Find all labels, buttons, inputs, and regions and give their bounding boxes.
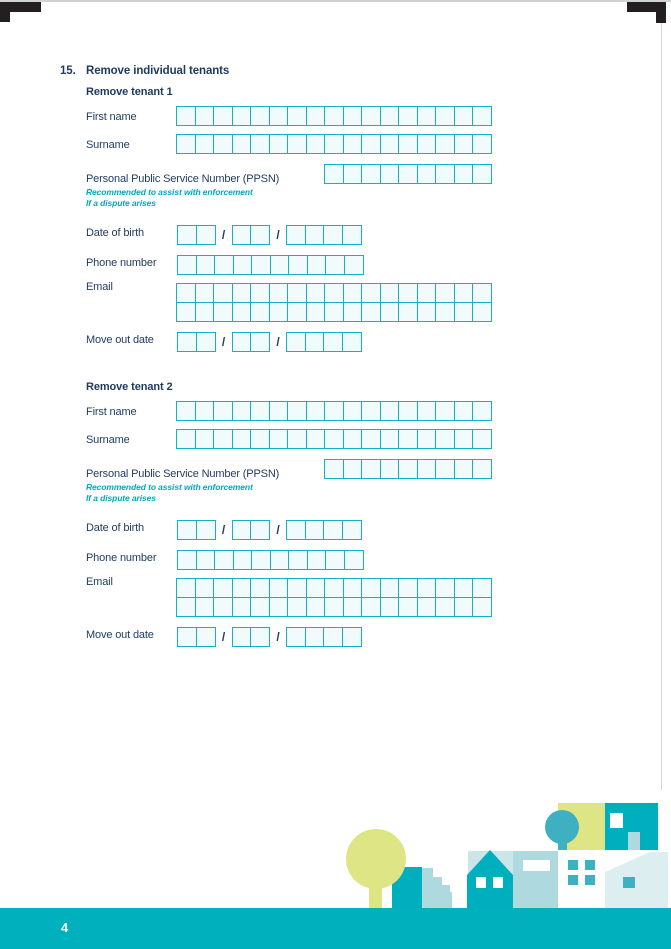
char-box[interactable] bbox=[398, 164, 418, 184]
char-box[interactable] bbox=[398, 578, 418, 598]
char-box[interactable] bbox=[342, 332, 362, 352]
date-of-birth-label: Date of birth bbox=[86, 522, 144, 534]
char-box[interactable] bbox=[213, 134, 233, 154]
char-box[interactable] bbox=[233, 550, 253, 570]
move-out-date-input[interactable] bbox=[177, 627, 362, 647]
char-box[interactable] bbox=[361, 164, 381, 184]
char-box[interactable] bbox=[454, 459, 474, 479]
char-box[interactable] bbox=[454, 134, 474, 154]
char-box[interactable] bbox=[232, 401, 252, 421]
char-box[interactable] bbox=[454, 164, 474, 184]
char-box[interactable] bbox=[361, 302, 381, 322]
char-box[interactable] bbox=[269, 597, 289, 617]
surname-input[interactable] bbox=[176, 134, 492, 154]
char-box[interactable] bbox=[342, 520, 362, 540]
char-box[interactable] bbox=[435, 164, 455, 184]
surname-input[interactable] bbox=[176, 429, 492, 449]
char-box[interactable] bbox=[380, 106, 400, 126]
email-input[interactable] bbox=[176, 578, 492, 617]
char-box[interactable] bbox=[195, 283, 215, 303]
char-box[interactable] bbox=[196, 550, 216, 570]
char-box[interactable] bbox=[177, 550, 197, 570]
email-input-row-2[interactable] bbox=[176, 302, 492, 322]
char-box[interactable] bbox=[342, 225, 362, 245]
move-out-day-input[interactable] bbox=[177, 627, 216, 647]
ppsn-label: Personal Public Service Number (PPSN) bbox=[86, 468, 280, 480]
char-box[interactable] bbox=[177, 627, 197, 647]
window-teal-2 bbox=[585, 860, 595, 870]
page-number: 4 bbox=[61, 920, 69, 935]
char-box[interactable] bbox=[472, 134, 492, 154]
first-name-input[interactable] bbox=[176, 401, 492, 421]
char-box[interactable] bbox=[324, 459, 344, 479]
char-box[interactable] bbox=[417, 429, 437, 449]
char-box[interactable] bbox=[435, 429, 455, 449]
char-box[interactable] bbox=[176, 578, 196, 598]
char-box[interactable] bbox=[344, 255, 364, 275]
char-box[interactable] bbox=[398, 429, 418, 449]
phone-number-input[interactable] bbox=[177, 550, 364, 570]
char-box[interactable] bbox=[343, 578, 363, 598]
char-box[interactable] bbox=[195, 106, 215, 126]
first-name-input[interactable] bbox=[176, 106, 492, 126]
char-box[interactable] bbox=[176, 283, 196, 303]
tenant-section-title: Remove tenant 1 bbox=[86, 86, 173, 98]
char-box[interactable] bbox=[214, 550, 234, 570]
char-box[interactable] bbox=[343, 106, 363, 126]
email-input[interactable] bbox=[176, 283, 492, 322]
char-box[interactable] bbox=[435, 578, 455, 598]
char-box[interactable] bbox=[435, 134, 455, 154]
char-box[interactable] bbox=[286, 627, 306, 647]
move-out-month-input[interactable] bbox=[232, 332, 271, 352]
char-box[interactable] bbox=[213, 302, 233, 322]
char-box[interactable] bbox=[306, 106, 326, 126]
char-box[interactable] bbox=[196, 332, 216, 352]
dob-month-input[interactable] bbox=[232, 520, 271, 540]
char-box[interactable] bbox=[398, 134, 418, 154]
char-box[interactable] bbox=[213, 597, 233, 617]
char-box[interactable] bbox=[342, 627, 362, 647]
char-box[interactable] bbox=[343, 429, 363, 449]
first-name-label: First name bbox=[86, 406, 137, 418]
date-separator: / bbox=[276, 228, 280, 242]
char-box[interactable] bbox=[454, 302, 474, 322]
date-of-birth-label: Date of birth bbox=[86, 227, 144, 239]
char-box[interactable] bbox=[343, 164, 363, 184]
char-box[interactable] bbox=[380, 429, 400, 449]
char-box[interactable] bbox=[286, 225, 306, 245]
ppsn-input[interactable] bbox=[324, 459, 492, 479]
move-out-day-input[interactable] bbox=[177, 332, 216, 352]
char-box[interactable] bbox=[287, 106, 307, 126]
tenant-section-title: Remove tenant 2 bbox=[86, 381, 173, 393]
house-white bbox=[558, 850, 607, 908]
char-box[interactable] bbox=[213, 106, 233, 126]
window-teal-1 bbox=[568, 860, 578, 870]
char-box[interactable] bbox=[380, 459, 400, 479]
char-box[interactable] bbox=[324, 429, 344, 449]
char-box[interactable] bbox=[269, 106, 289, 126]
ppsn-note-line1: Recommended to assist with enforcement bbox=[86, 482, 253, 492]
char-box[interactable] bbox=[270, 255, 290, 275]
window-white-wide bbox=[523, 860, 550, 871]
cityscape-illustration bbox=[0, 789, 671, 949]
char-box[interactable] bbox=[325, 255, 345, 275]
char-box[interactable] bbox=[398, 302, 418, 322]
char-box[interactable] bbox=[343, 302, 363, 322]
char-box[interactable] bbox=[472, 459, 492, 479]
dob-day-input[interactable] bbox=[177, 225, 216, 245]
char-box[interactable] bbox=[454, 597, 474, 617]
char-box[interactable] bbox=[232, 134, 252, 154]
char-box[interactable] bbox=[398, 459, 418, 479]
date-of-birth-input[interactable] bbox=[177, 225, 362, 245]
date-separator: / bbox=[276, 335, 280, 349]
char-box[interactable] bbox=[324, 302, 344, 322]
char-box[interactable] bbox=[343, 401, 363, 421]
char-box[interactable] bbox=[177, 520, 197, 540]
char-box[interactable] bbox=[454, 429, 474, 449]
char-box[interactable] bbox=[472, 302, 492, 322]
char-box[interactable] bbox=[343, 134, 363, 154]
phone-number-input[interactable] bbox=[177, 255, 364, 275]
char-box[interactable] bbox=[380, 134, 400, 154]
char-box[interactable] bbox=[435, 283, 455, 303]
char-box[interactable] bbox=[269, 429, 289, 449]
char-box[interactable] bbox=[232, 597, 252, 617]
char-box[interactable] bbox=[472, 164, 492, 184]
char-box[interactable] bbox=[176, 597, 196, 617]
ppsn-input[interactable] bbox=[324, 164, 492, 184]
char-box[interactable] bbox=[324, 401, 344, 421]
remove-tenant-1-section bbox=[0, 85, 671, 377]
char-box[interactable] bbox=[287, 401, 307, 421]
move-out-date-label: Move out date bbox=[86, 629, 154, 641]
char-box[interactable] bbox=[435, 106, 455, 126]
dob-day-input[interactable] bbox=[177, 520, 216, 540]
char-box[interactable] bbox=[213, 429, 233, 449]
window-teal-4 bbox=[585, 875, 595, 885]
char-box[interactable] bbox=[323, 332, 343, 352]
char-box[interactable] bbox=[269, 134, 289, 154]
char-box[interactable] bbox=[324, 164, 344, 184]
char-box[interactable] bbox=[250, 134, 270, 154]
char-box[interactable] bbox=[250, 627, 270, 647]
char-box[interactable] bbox=[398, 597, 418, 617]
char-box[interactable] bbox=[398, 106, 418, 126]
char-box[interactable] bbox=[324, 134, 344, 154]
char-box[interactable] bbox=[361, 283, 381, 303]
char-box[interactable] bbox=[196, 225, 216, 245]
char-box[interactable] bbox=[213, 578, 233, 598]
char-box[interactable] bbox=[177, 225, 197, 245]
email-label: Email bbox=[86, 281, 113, 293]
char-box[interactable] bbox=[435, 401, 455, 421]
char-box[interactable] bbox=[232, 106, 252, 126]
char-box[interactable] bbox=[232, 283, 252, 303]
char-box[interactable] bbox=[435, 302, 455, 322]
char-box[interactable] bbox=[417, 164, 437, 184]
date-separator: / bbox=[276, 630, 280, 644]
char-box[interactable] bbox=[213, 401, 233, 421]
char-box[interactable] bbox=[287, 429, 307, 449]
char-box[interactable] bbox=[232, 332, 252, 352]
char-box[interactable] bbox=[324, 106, 344, 126]
char-box[interactable] bbox=[287, 597, 307, 617]
char-box[interactable] bbox=[176, 429, 196, 449]
char-box[interactable] bbox=[417, 578, 437, 598]
char-box[interactable] bbox=[196, 520, 216, 540]
char-box[interactable] bbox=[454, 578, 474, 598]
char-box[interactable] bbox=[361, 578, 381, 598]
char-box[interactable] bbox=[306, 134, 326, 154]
char-box[interactable] bbox=[361, 401, 381, 421]
date-of-birth-input[interactable] bbox=[177, 520, 362, 540]
char-box[interactable] bbox=[176, 302, 196, 322]
char-box[interactable] bbox=[250, 401, 270, 421]
char-box[interactable] bbox=[195, 429, 215, 449]
char-box[interactable] bbox=[454, 283, 474, 303]
char-box[interactable] bbox=[380, 283, 400, 303]
char-box[interactable] bbox=[324, 283, 344, 303]
tree-left bbox=[346, 829, 406, 889]
phone-number-label: Phone number bbox=[86, 552, 157, 564]
char-box[interactable] bbox=[361, 106, 381, 126]
char-box[interactable] bbox=[398, 401, 418, 421]
ppsn-label: Personal Public Service Number (PPSN) bbox=[86, 173, 280, 185]
char-box[interactable] bbox=[306, 283, 326, 303]
char-box[interactable] bbox=[305, 520, 325, 540]
move-out-date-input[interactable] bbox=[177, 332, 362, 352]
char-box[interactable] bbox=[435, 459, 455, 479]
crop-mark-top-right-icon bbox=[627, 2, 666, 23]
char-box[interactable] bbox=[306, 429, 326, 449]
char-box[interactable] bbox=[288, 550, 308, 570]
char-box[interactable] bbox=[287, 578, 307, 598]
char-box[interactable] bbox=[454, 106, 474, 126]
char-box[interactable] bbox=[305, 225, 325, 245]
char-box[interactable] bbox=[269, 302, 289, 322]
char-box[interactable] bbox=[323, 520, 343, 540]
char-box[interactable] bbox=[417, 106, 437, 126]
char-box[interactable] bbox=[251, 255, 271, 275]
ppsn-note-line1: Recommended to assist with enforcement bbox=[86, 187, 253, 197]
char-box[interactable] bbox=[286, 520, 306, 540]
char-box[interactable] bbox=[250, 520, 270, 540]
char-box[interactable] bbox=[361, 459, 381, 479]
dob-year-input[interactable] bbox=[286, 225, 362, 245]
char-box[interactable] bbox=[361, 134, 381, 154]
char-box[interactable] bbox=[269, 401, 289, 421]
surname-label: Surname bbox=[86, 139, 130, 151]
char-box[interactable] bbox=[232, 578, 252, 598]
char-box[interactable] bbox=[287, 134, 307, 154]
char-box[interactable] bbox=[251, 550, 271, 570]
char-box[interactable] bbox=[250, 578, 270, 598]
building-stepped bbox=[422, 868, 452, 908]
char-box[interactable] bbox=[177, 332, 197, 352]
email-input-row-1[interactable] bbox=[176, 283, 492, 303]
building-pale-roof bbox=[605, 852, 668, 908]
char-box[interactable] bbox=[250, 302, 270, 322]
char-box[interactable] bbox=[306, 578, 326, 598]
char-box[interactable] bbox=[287, 283, 307, 303]
char-box[interactable] bbox=[417, 302, 437, 322]
char-box[interactable] bbox=[435, 597, 455, 617]
char-box[interactable] bbox=[195, 401, 215, 421]
building-light-blue bbox=[513, 851, 558, 908]
char-box[interactable] bbox=[232, 225, 252, 245]
char-box[interactable] bbox=[250, 429, 270, 449]
date-separator: / bbox=[221, 523, 226, 537]
char-box[interactable] bbox=[195, 597, 215, 617]
email-input-row-1[interactable] bbox=[176, 578, 492, 598]
char-box[interactable] bbox=[380, 578, 400, 598]
date-separator: / bbox=[276, 523, 280, 537]
tree-right bbox=[545, 810, 579, 844]
char-box[interactable] bbox=[270, 550, 290, 570]
char-box[interactable] bbox=[472, 401, 492, 421]
char-box[interactable] bbox=[417, 401, 437, 421]
date-separator: / bbox=[221, 228, 226, 242]
char-box[interactable] bbox=[361, 429, 381, 449]
char-box[interactable] bbox=[250, 225, 270, 245]
char-box[interactable] bbox=[306, 401, 326, 421]
char-box[interactable] bbox=[176, 106, 196, 126]
crop-mark-top-left-icon bbox=[0, 2, 41, 22]
surname-label: Surname bbox=[86, 434, 130, 446]
char-box[interactable] bbox=[306, 302, 326, 322]
char-box[interactable] bbox=[305, 627, 325, 647]
char-box[interactable] bbox=[250, 597, 270, 617]
char-box[interactable] bbox=[417, 283, 437, 303]
footer-ground-bar bbox=[0, 908, 671, 949]
char-box[interactable] bbox=[269, 578, 289, 598]
char-box[interactable] bbox=[196, 627, 216, 647]
char-box[interactable] bbox=[472, 578, 492, 598]
email-label: Email bbox=[86, 576, 113, 588]
section-number: 15. bbox=[60, 65, 76, 77]
date-separator: / bbox=[221, 335, 226, 349]
dob-year-input[interactable] bbox=[286, 520, 362, 540]
phone-number-label: Phone number bbox=[86, 257, 157, 269]
char-box[interactable] bbox=[307, 550, 327, 570]
char-box[interactable] bbox=[417, 597, 437, 617]
char-box[interactable] bbox=[233, 255, 253, 275]
char-box[interactable] bbox=[343, 597, 363, 617]
char-box[interactable] bbox=[324, 578, 344, 598]
ppsn-note-line2: If a dispute arises bbox=[86, 198, 156, 208]
char-box[interactable] bbox=[343, 459, 363, 479]
char-box[interactable] bbox=[214, 255, 234, 275]
char-box[interactable] bbox=[380, 164, 400, 184]
char-box[interactable] bbox=[286, 332, 306, 352]
char-box[interactable] bbox=[472, 283, 492, 303]
char-box[interactable] bbox=[232, 627, 252, 647]
window-teal-5 bbox=[623, 877, 635, 888]
window-white-2 bbox=[493, 877, 503, 888]
char-box[interactable] bbox=[323, 225, 343, 245]
char-box[interactable] bbox=[472, 106, 492, 126]
char-box[interactable] bbox=[306, 597, 326, 617]
char-box[interactable] bbox=[177, 255, 197, 275]
email-input-row-2[interactable] bbox=[176, 597, 492, 617]
char-box[interactable] bbox=[361, 597, 381, 617]
char-box[interactable] bbox=[195, 134, 215, 154]
char-box[interactable] bbox=[195, 578, 215, 598]
dob-month-input[interactable] bbox=[232, 225, 271, 245]
char-box[interactable] bbox=[344, 550, 364, 570]
char-box[interactable] bbox=[232, 302, 252, 322]
char-box[interactable] bbox=[305, 332, 325, 352]
char-box[interactable] bbox=[324, 597, 344, 617]
char-box[interactable] bbox=[232, 520, 252, 540]
char-box[interactable] bbox=[195, 302, 215, 322]
char-box[interactable] bbox=[398, 283, 418, 303]
char-box[interactable] bbox=[269, 283, 289, 303]
char-box[interactable] bbox=[380, 597, 400, 617]
char-box[interactable] bbox=[472, 429, 492, 449]
char-box[interactable] bbox=[380, 401, 400, 421]
ppsn-note-line2: If a dispute arises bbox=[86, 493, 156, 503]
char-box[interactable] bbox=[472, 597, 492, 617]
char-box[interactable] bbox=[176, 134, 196, 154]
char-box[interactable] bbox=[323, 627, 343, 647]
first-name-label: First name bbox=[86, 111, 137, 123]
char-box[interactable] bbox=[288, 255, 308, 275]
page-edge-top bbox=[0, 0, 671, 2]
char-box[interactable] bbox=[343, 283, 363, 303]
move-out-year-input[interactable] bbox=[286, 627, 362, 647]
char-box[interactable] bbox=[176, 401, 196, 421]
char-box[interactable] bbox=[250, 106, 270, 126]
date-separator: / bbox=[221, 630, 226, 644]
char-box[interactable] bbox=[250, 332, 270, 352]
char-box[interactable] bbox=[417, 134, 437, 154]
window-lightblue-on-teal bbox=[628, 832, 640, 850]
char-box[interactable] bbox=[250, 283, 270, 303]
char-box[interactable] bbox=[380, 302, 400, 322]
move-out-date-label: Move out date bbox=[86, 334, 154, 346]
char-box[interactable] bbox=[454, 401, 474, 421]
section-title: Remove individual tenants bbox=[86, 65, 230, 77]
char-box[interactable] bbox=[213, 283, 233, 303]
char-box[interactable] bbox=[287, 302, 307, 322]
move-out-year-input[interactable] bbox=[286, 332, 362, 352]
char-box[interactable] bbox=[232, 429, 252, 449]
char-box[interactable] bbox=[196, 255, 216, 275]
char-box[interactable] bbox=[417, 459, 437, 479]
char-box[interactable] bbox=[325, 550, 345, 570]
window-teal-3 bbox=[568, 875, 578, 885]
char-box[interactable] bbox=[307, 255, 327, 275]
remove-tenant-2-section bbox=[0, 380, 671, 672]
window-white-on-teal bbox=[610, 813, 623, 828]
move-out-month-input[interactable] bbox=[232, 627, 271, 647]
window-white-1 bbox=[476, 877, 486, 888]
